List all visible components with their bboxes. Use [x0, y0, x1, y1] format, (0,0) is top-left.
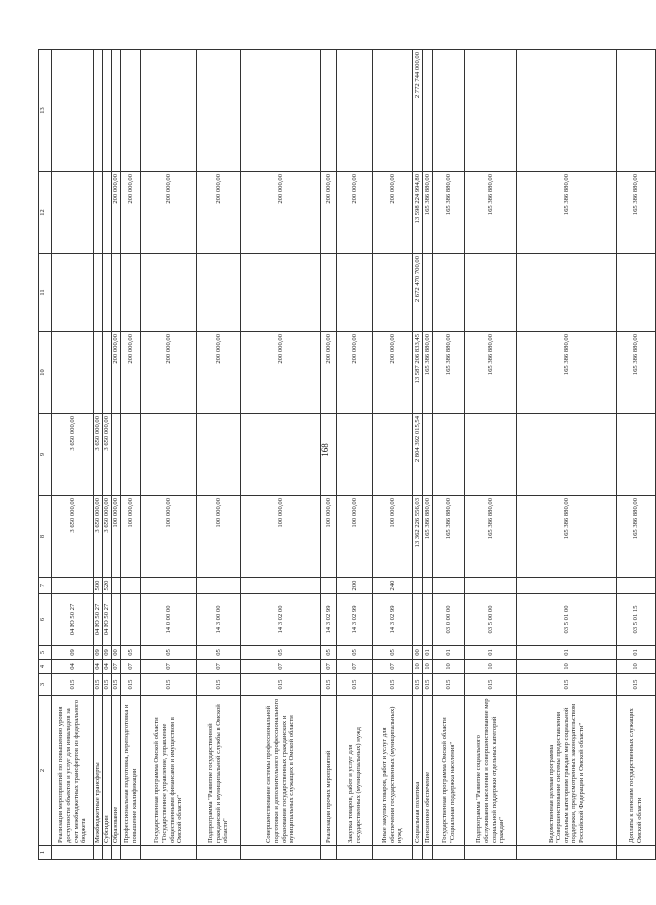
cell-amount-1: 100 000,00 — [112, 496, 121, 578]
cell-target-article: 03 5 01 15 — [617, 594, 656, 646]
cell-col1 — [141, 846, 197, 860]
cell-amount-4 — [617, 254, 656, 332]
cell-amount-4 — [321, 254, 337, 332]
cell-expense-type: 200 — [337, 578, 373, 594]
column-header-3: 3 — [39, 674, 52, 696]
cell-amount-2 — [617, 414, 656, 496]
cell-amount-2 — [321, 414, 337, 496]
cell-amount-2: 3 650 000,00 — [52, 414, 94, 496]
cell-col1 — [321, 846, 337, 860]
table-row — [121, 50, 141, 860]
cell-amount-3: 165 386 880,00 — [617, 332, 656, 414]
cell-section: 10 — [517, 660, 617, 674]
cell-amount-5: 165 386 880,00 — [617, 172, 656, 254]
cell-amount-1: 165 386 880,00 — [465, 496, 517, 578]
cell-admin-code: 015 — [121, 674, 141, 696]
cell-amount-5 — [52, 172, 94, 254]
table-header — [39, 50, 52, 860]
cell-amount-1: 3 650 000,00 — [52, 496, 94, 578]
cell-amount-6: 2 772 744 000,00 — [413, 50, 423, 172]
cell-amount-4 — [103, 254, 112, 332]
cell-amount-2: 3 650 000,00 — [103, 414, 112, 496]
cell-section: 07 — [112, 660, 121, 674]
cell-amount-4: 2 672 470 700,00 — [413, 254, 423, 332]
column-header-8: 8 — [39, 496, 52, 578]
cell-subsection: 05 — [373, 646, 413, 660]
cell-name: Реализация прочих мероприятий — [321, 696, 337, 846]
cell-target-article: 04 Ю 50 27 — [103, 594, 112, 646]
cell-amount-6 — [373, 50, 413, 172]
cell-amount-5: 165 386 880,00 — [465, 172, 517, 254]
cell-expense-type — [197, 578, 241, 594]
cell-amount-6 — [617, 50, 656, 172]
budget-table — [38, 49, 656, 860]
cell-section: 07 — [121, 660, 141, 674]
cell-amount-4 — [52, 254, 94, 332]
cell-admin-code: 015 — [465, 674, 517, 696]
cell-amount-2 — [141, 414, 197, 496]
cell-section: 07 — [337, 660, 373, 674]
cell-amount-1: 165 386 880,00 — [423, 496, 433, 578]
cell-amount-5: 165 386 880,00 — [423, 172, 433, 254]
cell-name: Подпрограмма "Развитие государственной гражданской и муниципальной службы в Омской области" — [197, 696, 241, 846]
cell-name: Реализация мероприятий по повышению уровня доступности объектов и услуг для инвалидов за счет межбюджетных трансфертов из федерального бюджета — [52, 696, 94, 846]
cell-amount-2 — [465, 414, 517, 496]
cell-col1 — [517, 846, 617, 860]
cell-col1 — [433, 846, 465, 860]
cell-amount-3: 165 386 880,00 — [433, 332, 465, 414]
cell-expense-type: 520 — [103, 578, 112, 594]
cell-amount-1: 100 000,00 — [197, 496, 241, 578]
cell-expense-type: 240 — [373, 578, 413, 594]
cell-subsection: 09 — [52, 646, 94, 660]
cell-name: Социальная политика — [413, 696, 423, 846]
cell-amount-1: 165 386 880,00 — [617, 496, 656, 578]
cell-amount-4 — [197, 254, 241, 332]
cell-section: 10 — [465, 660, 517, 674]
cell-amount-1: 100 000,00 — [337, 496, 373, 578]
cell-admin-code: 015 — [103, 674, 112, 696]
cell-amount-3 — [52, 332, 94, 414]
cell-expense-type — [413, 578, 423, 594]
column-header-9: 9 — [39, 414, 52, 496]
cell-expense-type — [617, 578, 656, 594]
cell-col1 — [94, 846, 103, 860]
cell-amount-3: 200 000,00 — [121, 332, 141, 414]
table-row — [373, 50, 413, 860]
cell-subsection: 09 — [94, 646, 103, 660]
cell-amount-6 — [433, 50, 465, 172]
cell-subsection: 05 — [241, 646, 321, 660]
cell-col1 — [337, 846, 373, 860]
cell-name: Закупка товаров, работ и услуг для государственных (муниципальных) нужд — [337, 696, 373, 846]
cell-admin-code: 015 — [517, 674, 617, 696]
cell-expense-type — [121, 578, 141, 594]
cell-admin-code: 015 — [413, 674, 423, 696]
cell-amount-4 — [465, 254, 517, 332]
cell-amount-4 — [423, 254, 433, 332]
cell-amount-1: 13 362 226 556,03 — [413, 496, 423, 578]
cell-amount-1: 165 386 880,00 — [517, 496, 617, 578]
cell-amount-4 — [112, 254, 121, 332]
cell-amount-5: 200 000,00 — [321, 172, 337, 254]
cell-section: 07 — [141, 660, 197, 674]
cell-col1 — [465, 846, 517, 860]
cell-section: 04 — [103, 660, 112, 674]
cell-target-article: 14 0 00 00 — [141, 594, 197, 646]
cell-amount-3: 200 000,00 — [112, 332, 121, 414]
column-header-2: 2 — [39, 696, 52, 846]
cell-amount-6 — [121, 50, 141, 172]
cell-section: 10 — [433, 660, 465, 674]
cell-target-article: 14 3 02 99 — [373, 594, 413, 646]
cell-col1 — [423, 846, 433, 860]
cell-amount-1: 100 000,00 — [373, 496, 413, 578]
table-row — [241, 50, 321, 860]
cell-section: 04 — [94, 660, 103, 674]
cell-expense-type — [52, 578, 94, 594]
cell-name: Подпрограмма "Развитие социального обслуживания населения и совершенствование мер социальной поддержки отдельных категорий граждан" — [465, 696, 517, 846]
cell-target-article: 14 3 02 99 — [321, 594, 337, 646]
cell-section: 07 — [241, 660, 321, 674]
column-header-6: 6 — [39, 594, 52, 646]
cell-subsection: 01 — [617, 646, 656, 660]
cell-admin-code: 015 — [141, 674, 197, 696]
cell-expense-type — [112, 578, 121, 594]
cell-subsection: 09 — [103, 646, 112, 660]
cell-col1 — [121, 846, 141, 860]
cell-amount-1: 100 000,00 — [141, 496, 197, 578]
cell-target-article: 14 3 00 00 — [197, 594, 241, 646]
cell-amount-1: 100 000,00 — [121, 496, 141, 578]
cell-amount-2 — [423, 414, 433, 496]
cell-amount-2 — [197, 414, 241, 496]
cell-col1 — [617, 846, 656, 860]
cell-expense-type — [241, 578, 321, 594]
cell-name: Пенсионное обеспечение — [423, 696, 433, 846]
table-row — [465, 50, 517, 860]
cell-amount-3: 200 000,00 — [197, 332, 241, 414]
cell-amount-1: 100 000,00 — [321, 496, 337, 578]
cell-amount-6 — [517, 50, 617, 172]
cell-amount-6 — [112, 50, 121, 172]
cell-expense-type: 500 — [94, 578, 103, 594]
cell-amount-2 — [112, 414, 121, 496]
cell-target-article — [423, 594, 433, 646]
cell-amount-6 — [337, 50, 373, 172]
cell-amount-5: 200 000,00 — [121, 172, 141, 254]
cell-admin-code: 015 — [52, 674, 94, 696]
cell-target-article: 04 Ю 50 27 — [52, 594, 94, 646]
cell-expense-type — [433, 578, 465, 594]
cell-admin-code: 015 — [94, 674, 103, 696]
cell-amount-2 — [517, 414, 617, 496]
cell-admin-code: 015 — [241, 674, 321, 696]
cell-amount-5: 13 598 224 994,80 — [413, 172, 423, 254]
cell-target-article: 14 3 02 00 — [241, 594, 321, 646]
cell-amount-5: 200 000,00 — [141, 172, 197, 254]
cell-subsection: 01 — [423, 646, 433, 660]
cell-amount-3: 165 386 880,00 — [517, 332, 617, 414]
table-row — [433, 50, 465, 860]
cell-section: 07 — [373, 660, 413, 674]
cell-amount-1: 100 000,00 — [241, 496, 321, 578]
cell-section: 07 — [321, 660, 337, 674]
cell-amount-3 — [103, 332, 112, 414]
cell-amount-4 — [433, 254, 465, 332]
cell-admin-code: 015 — [423, 674, 433, 696]
rotated-table-container — [38, 50, 643, 860]
cell-amount-3: 200 000,00 — [337, 332, 373, 414]
cell-amount-4 — [373, 254, 413, 332]
cell-amount-2 — [433, 414, 465, 496]
cell-amount-6 — [103, 50, 112, 172]
cell-amount-2 — [373, 414, 413, 496]
cell-expense-type — [423, 578, 433, 594]
table-row — [413, 50, 423, 860]
cell-subsection: 05 — [197, 646, 241, 660]
cell-name: Образование — [112, 696, 121, 846]
table-row — [52, 50, 94, 860]
cell-amount-1: 3 650 000,00 — [94, 496, 103, 578]
page-number: 168 — [319, 443, 330, 457]
cell-amount-2: 3 650 000,00 — [94, 414, 103, 496]
cell-col1 — [197, 846, 241, 860]
cell-subsection: 05 — [321, 646, 337, 660]
column-header-4: 4 — [39, 660, 52, 674]
cell-amount-2 — [241, 414, 321, 496]
cell-admin-code: 015 — [321, 674, 337, 696]
cell-amount-5: 200 000,00 — [373, 172, 413, 254]
cell-amount-1: 165 386 880,00 — [433, 496, 465, 578]
cell-subsection: 01 — [517, 646, 617, 660]
cell-subsection: 01 — [465, 646, 517, 660]
cell-amount-5: 200 000,00 — [241, 172, 321, 254]
cell-admin-code: 015 — [337, 674, 373, 696]
cell-amount-3: 165 386 880,00 — [423, 332, 433, 414]
cell-admin-code: 015 — [617, 674, 656, 696]
table-body — [52, 50, 656, 860]
cell-subsection: 05 — [141, 646, 197, 660]
cell-target-article: 03 5 01 00 — [517, 594, 617, 646]
cell-admin-code: 015 — [112, 674, 121, 696]
cell-section: 04 — [52, 660, 94, 674]
column-header-7: 7 — [39, 578, 52, 594]
table-row — [197, 50, 241, 860]
cell-col1 — [52, 846, 94, 860]
cell-amount-4 — [121, 254, 141, 332]
cell-admin-code: 015 — [373, 674, 413, 696]
cell-expense-type — [141, 578, 197, 594]
cell-admin-code: 015 — [197, 674, 241, 696]
cell-amount-4 — [337, 254, 373, 332]
cell-target-article: 03 0 00 00 — [433, 594, 465, 646]
cell-subsection: 00 — [112, 646, 121, 660]
cell-amount-6 — [52, 50, 94, 172]
table-row — [617, 50, 656, 860]
cell-amount-2 — [337, 414, 373, 496]
cell-amount-4 — [241, 254, 321, 332]
cell-expense-type — [321, 578, 337, 594]
cell-subsection: 05 — [337, 646, 373, 660]
cell-expense-type — [517, 578, 617, 594]
cell-amount-3 — [94, 332, 103, 414]
cell-amount-6 — [465, 50, 517, 172]
cell-amount-3: 200 000,00 — [373, 332, 413, 414]
cell-target-article: 03 5 00 00 — [465, 594, 517, 646]
cell-amount-2: 2 804 392 015,54 — [413, 414, 423, 496]
cell-target-article — [121, 594, 141, 646]
table-row — [94, 50, 103, 860]
cell-amount-6 — [241, 50, 321, 172]
column-header-13: 13 — [39, 50, 52, 172]
cell-amount-5: 200 000,00 — [337, 172, 373, 254]
cell-col1 — [103, 846, 112, 860]
column-header-1: 1 — [39, 846, 52, 860]
cell-name: Совершенствование системы профессиональной подготовки и дополнительного профессионального образования государственных гражданских и муниципальных служащих в Омской области — [241, 696, 321, 846]
table-row — [141, 50, 197, 860]
table-row — [423, 50, 433, 860]
cell-col1 — [413, 846, 423, 860]
cell-amount-6 — [141, 50, 197, 172]
table-row — [321, 50, 337, 860]
column-header-10: 10 — [39, 332, 52, 414]
table-row — [112, 50, 121, 860]
cell-subsection: 05 — [121, 646, 141, 660]
cell-admin-code: 015 — [433, 674, 465, 696]
cell-target-article — [112, 594, 121, 646]
cell-amount-4 — [141, 254, 197, 332]
cell-name: Профессиональная подготовка, переподготовка и повышение квалификации — [121, 696, 141, 846]
cell-section: 10 — [413, 660, 423, 674]
cell-amount-1: 3 650 000,00 — [103, 496, 112, 578]
cell-col1 — [112, 846, 121, 860]
cell-amount-5 — [103, 172, 112, 254]
cell-section: 07 — [197, 660, 241, 674]
cell-col1 — [373, 846, 413, 860]
cell-name: Государственная программа Омской области "Государственное управление, управление общественными финансами и имуществом в Омской области" — [141, 696, 197, 846]
cell-amount-5: 165 386 880,00 — [517, 172, 617, 254]
cell-name: Ведомственная целевая программа "Совершенствование системы предоставления отдельным категориям граждан мер социальной поддержки, предусмотренных законодательством Российской Федерации и Омской области" — [517, 696, 617, 846]
column-header-11: 11 — [39, 254, 52, 332]
cell-amount-6 — [321, 50, 337, 172]
column-header-5: 5 — [39, 646, 52, 660]
table-row — [103, 50, 112, 860]
cell-subsection: 00 — [413, 646, 423, 660]
cell-amount-2 — [121, 414, 141, 496]
cell-amount-5 — [94, 172, 103, 254]
cell-name: Государственная программа Омской области "Социальная поддержка населения" — [433, 696, 465, 846]
cell-section: 10 — [423, 660, 433, 674]
cell-amount-3: 13 587 206 833,45 — [413, 332, 423, 414]
column-header-12: 12 — [39, 172, 52, 254]
cell-expense-type — [465, 578, 517, 594]
cell-amount-6 — [423, 50, 433, 172]
cell-name: Доплаты к пенсиям государственных служащих Омской области — [617, 696, 656, 846]
cell-name: Иные закупки товаров, работ и услуг для обеспечения государственных (муниципальных) нужд — [373, 696, 413, 846]
cell-col1 — [241, 846, 321, 860]
table-row — [517, 50, 617, 860]
cell-amount-3: 165 386 880,00 — [465, 332, 517, 414]
cell-amount-5: 200 000,00 — [112, 172, 121, 254]
cell-subsection: 01 — [433, 646, 465, 660]
cell-amount-5: 200 000,00 — [197, 172, 241, 254]
cell-amount-4 — [517, 254, 617, 332]
cell-section: 10 — [617, 660, 656, 674]
cell-target-article: 04 Ю 50 27 — [94, 594, 103, 646]
cell-amount-4 — [94, 254, 103, 332]
cell-amount-3: 200 000,00 — [241, 332, 321, 414]
cell-name: Межбюджетные трансферты — [94, 696, 103, 846]
cell-amount-5: 165 386 880,00 — [433, 172, 465, 254]
cell-amount-3: 200 000,00 — [141, 332, 197, 414]
cell-name: Субсидии — [103, 696, 112, 846]
cell-target-article: 14 3 02 99 — [337, 594, 373, 646]
cell-target-article — [413, 594, 423, 646]
table-row — [337, 50, 373, 860]
cell-amount-3: 200 000,00 — [321, 332, 337, 414]
rotated-table — [38, 50, 643, 860]
cell-amount-6 — [197, 50, 241, 172]
cell-amount-6 — [94, 50, 103, 172]
